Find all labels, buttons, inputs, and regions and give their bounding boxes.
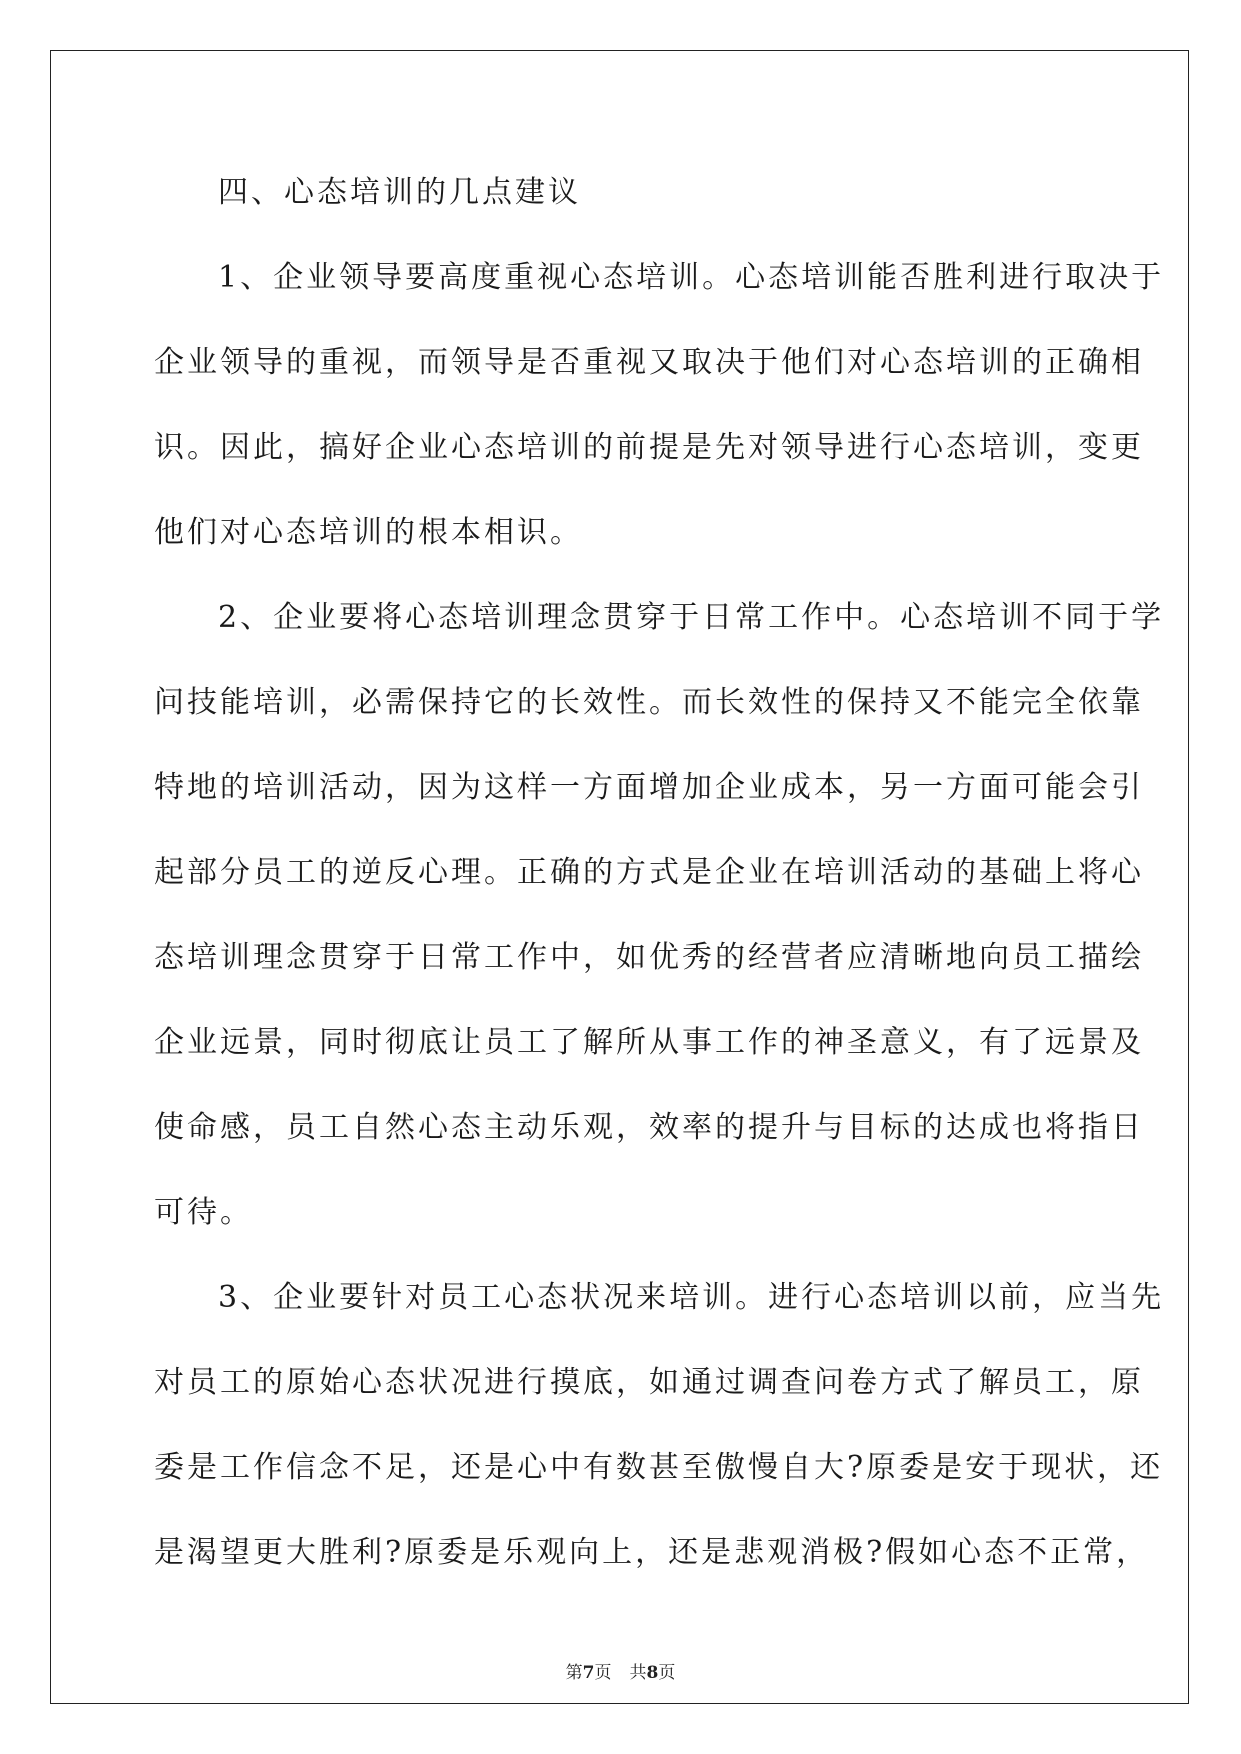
footer-prefix: 第 (565, 1663, 583, 1683)
paragraph-line: 是渴望更大胜利?原委是乐观向上，还是悲观消极?假如心态不正常， (154, 1535, 1150, 1570)
paragraph-line: 可待。 (154, 1195, 253, 1230)
footer-total-prefix: 共 (629, 1663, 647, 1683)
paragraph-3 (154, 1255, 1165, 1595)
paragraph-line: 特地的培训活动，因为这样一方面增加企业成本，另一方面可能会引 (154, 770, 1144, 805)
paragraph-line: 使命感，员工自然心态主动乐观，效率的提升与目标的达成也将指日 (154, 1110, 1144, 1145)
current-page-number: 7 (582, 1663, 595, 1683)
paragraph-2 (154, 575, 1165, 1255)
paragraph-line: 企业远景，同时彻底让员工了解所从事工作的神圣意义，有了远景及 (154, 1025, 1144, 1060)
paragraph-line: 3、企业要针对员工心态状况来培训。进行心态培训以前，应当先 (218, 1280, 1165, 1315)
paragraph-line: 他们对心态培训的根本相识。 (154, 515, 583, 550)
footer-total-suffix: 页 (658, 1663, 676, 1683)
section-heading: 四、心态培训的几点建议 (218, 175, 581, 210)
paragraph-1 (154, 235, 1165, 575)
total-page-number: 8 (646, 1663, 659, 1683)
document-body (154, 150, 1165, 1595)
paragraph-line: 2、企业要将心态培训理念贯穿于日常工作中。心态培训不同于学 (218, 600, 1165, 635)
paragraph-line: 对员工的原始心态状况进行摸底，如通过调查问卷方式了解员工，原 (154, 1365, 1144, 1400)
paragraph-line: 起部分员工的逆反心理。正确的方式是企业在培训活动的基础上将心 (154, 855, 1144, 890)
page-footer (0, 1658, 1241, 1683)
paragraph-line: 1、企业领导要高度重视心态培训。心态培训能否胜利进行取决于 (218, 260, 1165, 295)
paragraph-line: 企业领导的重视，而领导是否重视又取决于他们对心态培训的正确相 (154, 345, 1144, 380)
paragraph-line: 识。因此，搞好企业心态培训的前提是先对领导进行心态培训，变更 (154, 430, 1144, 465)
footer-page-suffix: 页 (594, 1663, 612, 1683)
paragraph-line: 问技能培训，必需保持它的长效性。而长效性的保持又不能完全依靠 (154, 685, 1144, 720)
paragraph-line: 态培训理念贯穿于日常工作中，如优秀的经营者应清晰地向员工描绘 (154, 940, 1144, 975)
paragraph-line: 委是工作信念不足，还是心中有数甚至傲慢自大?原委是安于现状，还 (154, 1450, 1164, 1485)
